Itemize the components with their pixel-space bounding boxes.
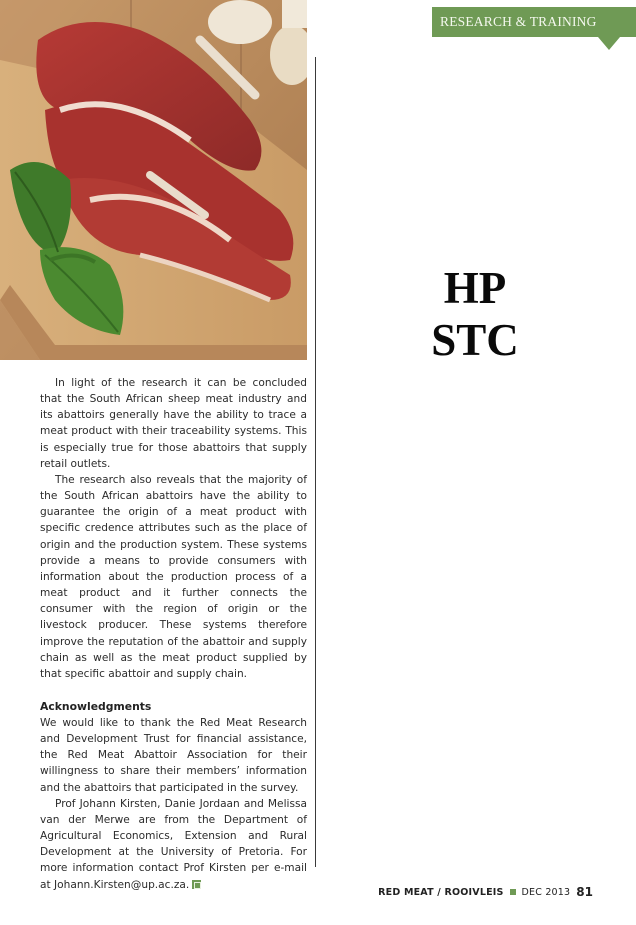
column-divider bbox=[315, 57, 316, 867]
article-column bbox=[40, 375, 307, 893]
section-label: RESEARCH & TRAINING bbox=[440, 14, 597, 29]
section-header-tab bbox=[432, 7, 636, 37]
end-of-article-icon bbox=[192, 880, 201, 889]
lamb-chops-photo bbox=[0, 0, 307, 360]
page-footer bbox=[378, 884, 593, 900]
acknowledgments-paragraph-2: Prof Johann Kirsten, Danie Jordaan and Melissa van der Merwe are from the Department of Agricultural Economics, Extension and Rural Development at the University of Pretoria. For more information contact Prof Kirsten per e-mail at Johann.Kirsten@up.ac.za. bbox=[40, 797, 307, 891]
article-paragraph-1: In light of the research it can be concluded that the South African sheep meat industry and its abattoirs generally have the ability to trace a meat product with their traceability systems. This is especially true for those abattoirs that supply retail outlets. bbox=[40, 377, 307, 470]
issue-date: DEC 2013 bbox=[521, 886, 571, 898]
section-tab-notch bbox=[598, 37, 620, 50]
logo-line-2: STC bbox=[431, 315, 519, 365]
logo-line-1: HP bbox=[443, 263, 507, 313]
article-paragraph-2: The research also reveals that the majority of the South African abattoirs have the ability to guarantee the origin of a meat product with specific credence attributes such as the place of origin and the production system. These systems provide a means to provide consumers with information about the production process of a meat product and it further connects the consumer with the region of origin or the livestock producer. These systems therefore improve the reputation of the abattoir and supply chain as well as the meat product supplied by that specific abattoir and supply chain. bbox=[40, 473, 307, 680]
page-number: 81 bbox=[576, 885, 593, 899]
footer-square-icon bbox=[510, 889, 516, 895]
acknowledgments-heading: Acknowledgments bbox=[40, 699, 152, 713]
magazine-name: RED MEAT / ROOIVLEIS bbox=[378, 886, 504, 898]
acknowledgments-paragraph-2-wrap bbox=[40, 796, 307, 893]
hpstc-logo bbox=[410, 262, 540, 366]
acknowledgments-paragraph-1: We would like to thank the Red Meat Research and Development Trust for financial assistance, the Red Meat Abattoir Association for their willingness to share their members’ information and the abattoirs that participated in the survey. bbox=[40, 716, 307, 794]
